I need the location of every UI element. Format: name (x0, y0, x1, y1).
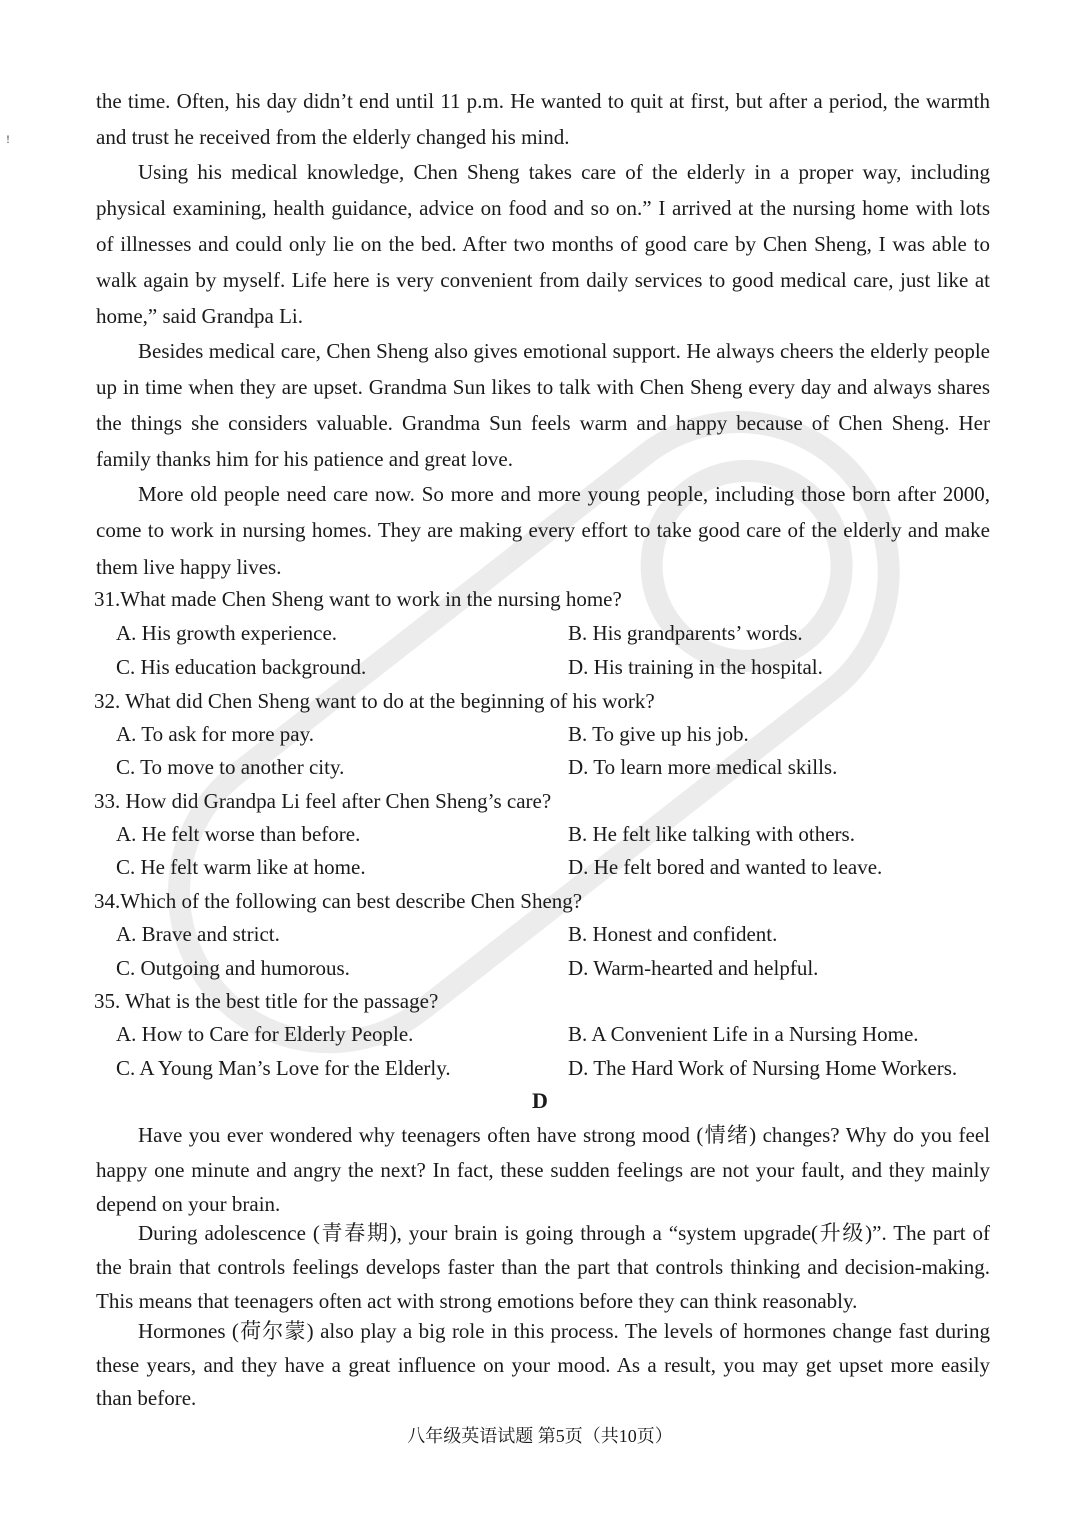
option-a: A. He felt worse than before. (116, 822, 361, 846)
passage-line: happy one minute and angry the next? In fact, these sudden feelings are not your fault, and they mainly (96, 1158, 990, 1182)
passage-line: the brain that controls feelings develops faster than the part that controls thinking and decision-making. (96, 1255, 990, 1279)
option-c: C. A Young Man’s Love for the Elderly. (116, 1056, 451, 1080)
option-a: A. How to Care for Elderly People. (116, 1022, 414, 1046)
passage-line: home,” said Grandpa Li. (96, 304, 304, 328)
passage-line: During adolescence (青春期), your brain is going through a “system upgrade(升级)”. The part of (138, 1221, 990, 1245)
passage-line: come to work in nursing homes. They are making every effort to take good care of the elderly and make (96, 518, 990, 542)
passage-line: This means that teenagers often act with strong emotions before they can think reasonably. (96, 1289, 858, 1313)
passage-line: depend on your brain. (96, 1192, 281, 1216)
passage-line: Using his medical knowledge, Chen Sheng takes care of the elderly in a proper way, including (138, 160, 990, 184)
option-c: C. Outgoing and humorous. (116, 956, 350, 980)
passage-line: the time. Often, his day didn’t end until 11 p.m. He wanted to quit at first, but after a period, the warmth (96, 89, 990, 113)
passage-line: them live happy lives. (96, 555, 282, 579)
passage-line: walk again by myself. Life here is very convenient from daily services to good medical care, just like at (96, 268, 990, 292)
option-b: B. Honest and confident. (568, 922, 778, 946)
passage-line: and trust he received from the elderly changed his mind. (96, 125, 570, 149)
question-stem: 32. What did Chen Sheng want to do at the beginning of his work? (94, 689, 655, 713)
option-a: A. His growth experience. (116, 621, 338, 645)
option-c: C. His education background. (116, 655, 367, 679)
option-d: D. Warm-hearted and helpful. (568, 956, 819, 980)
option-c: C. To move to another city. (116, 755, 345, 779)
passage-line: Have you ever wondered why teenagers often have strong mood (情绪) changes? Why do you feel (138, 1123, 990, 1147)
passage-line: up in time when they are upset. Grandma Sun likes to talk with Chen Sheng every day and always shares (96, 375, 990, 399)
option-a: A. Brave and strict. (116, 922, 280, 946)
passage-line: Besides medical care, Chen Sheng also gives emotional support. He always cheers the elderly people (138, 339, 990, 363)
question-stem: 35. What is the best title for the passage? (94, 989, 439, 1013)
passage-line: More old people need care now. So more and more young people, including those born after 2000, (138, 482, 990, 506)
question-stem: 31.What made Chen Sheng want to work in the nursing home? (94, 587, 622, 611)
passage-line: the things she considers valuable. Grandma Sun feels warm and happy because of Chen Sheng. Her (96, 411, 990, 435)
option-b: B. His grandparents’ words. (568, 621, 803, 645)
option-a: A. To ask for more pay. (116, 722, 314, 746)
passage-line: Hormones (荷尔蒙) also play a big role in this process. The levels of hormones change fast during (138, 1319, 990, 1343)
passage-line: these years, and they have a great influence on your mood. As a result, you may get upset more easily (96, 1353, 990, 1377)
option-d: D. He felt bored and wanted to leave. (568, 855, 883, 879)
passage-line: family thanks him for his patience and great love. (96, 447, 513, 471)
section-heading: D (532, 1088, 548, 1113)
passage-line: physical examining, health guidance, advice on food and so on.” I arrived at the nursing home with lots (96, 196, 990, 220)
option-b: B. To give up his job. (568, 722, 749, 746)
question-stem: 33. How did Grandpa Li feel after Chen Sheng’s care? (94, 789, 552, 813)
option-d: D. His training in the hospital. (568, 655, 823, 679)
option-d: D. The Hard Work of Nursing Home Workers. (568, 1056, 958, 1080)
option-b: B. He felt like talking with others. (568, 822, 855, 846)
page-footer: 八年级英语试题 第5页（共10页） (407, 1426, 673, 1446)
option-d: D. To learn more medical skills. (568, 755, 838, 779)
option-c: C. He felt warm like at home. (116, 855, 366, 879)
passage-line: of illnesses and could only lie on the bed. After two months of good care by Chen Sheng, I was able to (96, 232, 990, 256)
question-stem: 34.Which of the following can best describe Chen Sheng? (94, 889, 583, 913)
margin-mark: ! (6, 132, 10, 146)
option-b: B. A Convenient Life in a Nursing Home. (568, 1022, 919, 1046)
passage-line: than before. (96, 1386, 197, 1410)
